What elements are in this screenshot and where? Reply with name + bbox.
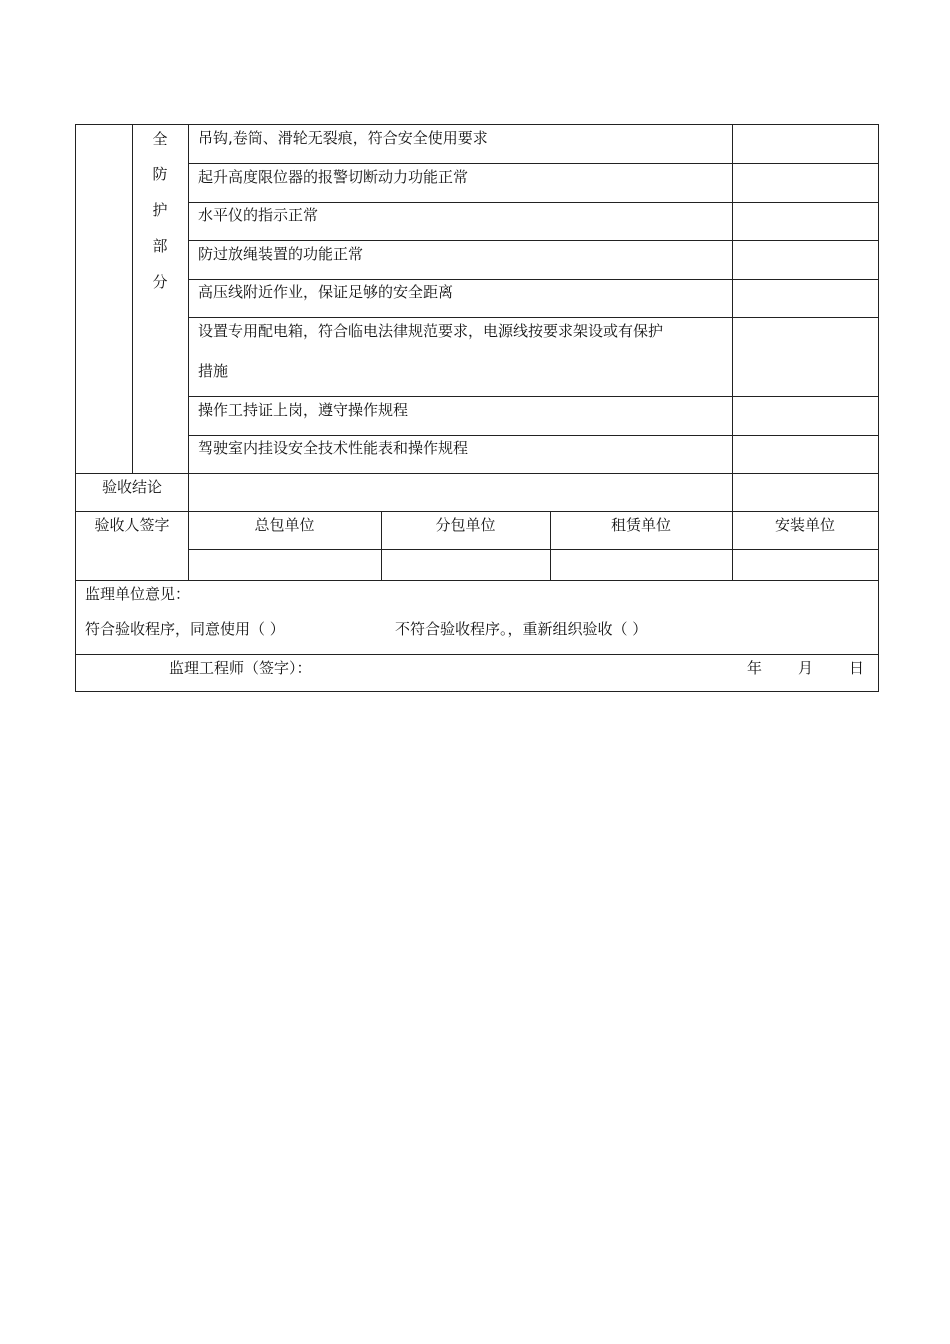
conclusion-label: 验收结论 xyxy=(101,478,162,496)
signature-unit-subcontractor: 分包单位 xyxy=(435,516,496,534)
engineer-signature-label: 监理工程师（签字）： xyxy=(169,659,312,677)
supervision-agree-option: 符合验收程序，同意使用（ ） xyxy=(85,620,285,638)
supervision-title: 监理单位意见： xyxy=(85,585,191,603)
grid-line xyxy=(188,202,878,203)
section-label-char: 部 xyxy=(152,237,168,255)
check-item: 设置专用配电箱，符合临电法律规范要求，电源线按要求架设或有保护 xyxy=(198,322,664,340)
section-label-char: 分 xyxy=(152,273,168,291)
section-label-char: 防 xyxy=(152,165,168,183)
check-item-continuation: 措施 xyxy=(198,362,229,380)
grid-line xyxy=(76,473,878,474)
grid-line xyxy=(188,240,878,241)
check-item: 水平仪的指示正常 xyxy=(198,206,319,224)
signature-label: 验收人签字 xyxy=(94,516,170,534)
grid-line xyxy=(188,163,878,164)
grid-line xyxy=(188,317,878,318)
check-item: 吊钩,卷筒、滑轮无裂痕，符合安全使用要求 xyxy=(198,129,488,147)
date-month-label: 月 xyxy=(798,659,814,677)
check-item: 高压线附近作业，保证足够的安全距离 xyxy=(198,283,454,301)
grid-line xyxy=(188,435,878,436)
acceptance-form-table xyxy=(75,124,879,692)
signature-unit-leasing: 租赁单位 xyxy=(610,516,671,534)
grid-line xyxy=(76,511,878,512)
check-item: 操作工持证上岗，遵守操作规程 xyxy=(198,401,409,419)
grid-line xyxy=(188,279,878,280)
supervision-disagree-option: 不符合验收程序。，重新组织验收（ ） xyxy=(395,620,648,638)
check-item: 起升高度限位器的报警切断动力功能正常 xyxy=(198,168,469,186)
grid-line xyxy=(188,549,878,550)
check-item: 防过放绳装置的功能正常 xyxy=(198,245,364,263)
date-day-label: 日 xyxy=(849,659,865,677)
grid-line xyxy=(188,396,878,397)
grid-line xyxy=(76,580,878,581)
grid-line xyxy=(76,654,878,655)
date-year-label: 年 xyxy=(747,659,763,677)
section-label-char: 护 xyxy=(152,201,168,219)
section-label-char: 全 xyxy=(152,130,168,148)
check-item: 驾驶室内挂设安全技术性能表和操作规程 xyxy=(198,439,469,457)
signature-unit-installation: 安装单位 xyxy=(774,516,835,534)
signature-unit-general-contractor: 总包单位 xyxy=(254,516,315,534)
